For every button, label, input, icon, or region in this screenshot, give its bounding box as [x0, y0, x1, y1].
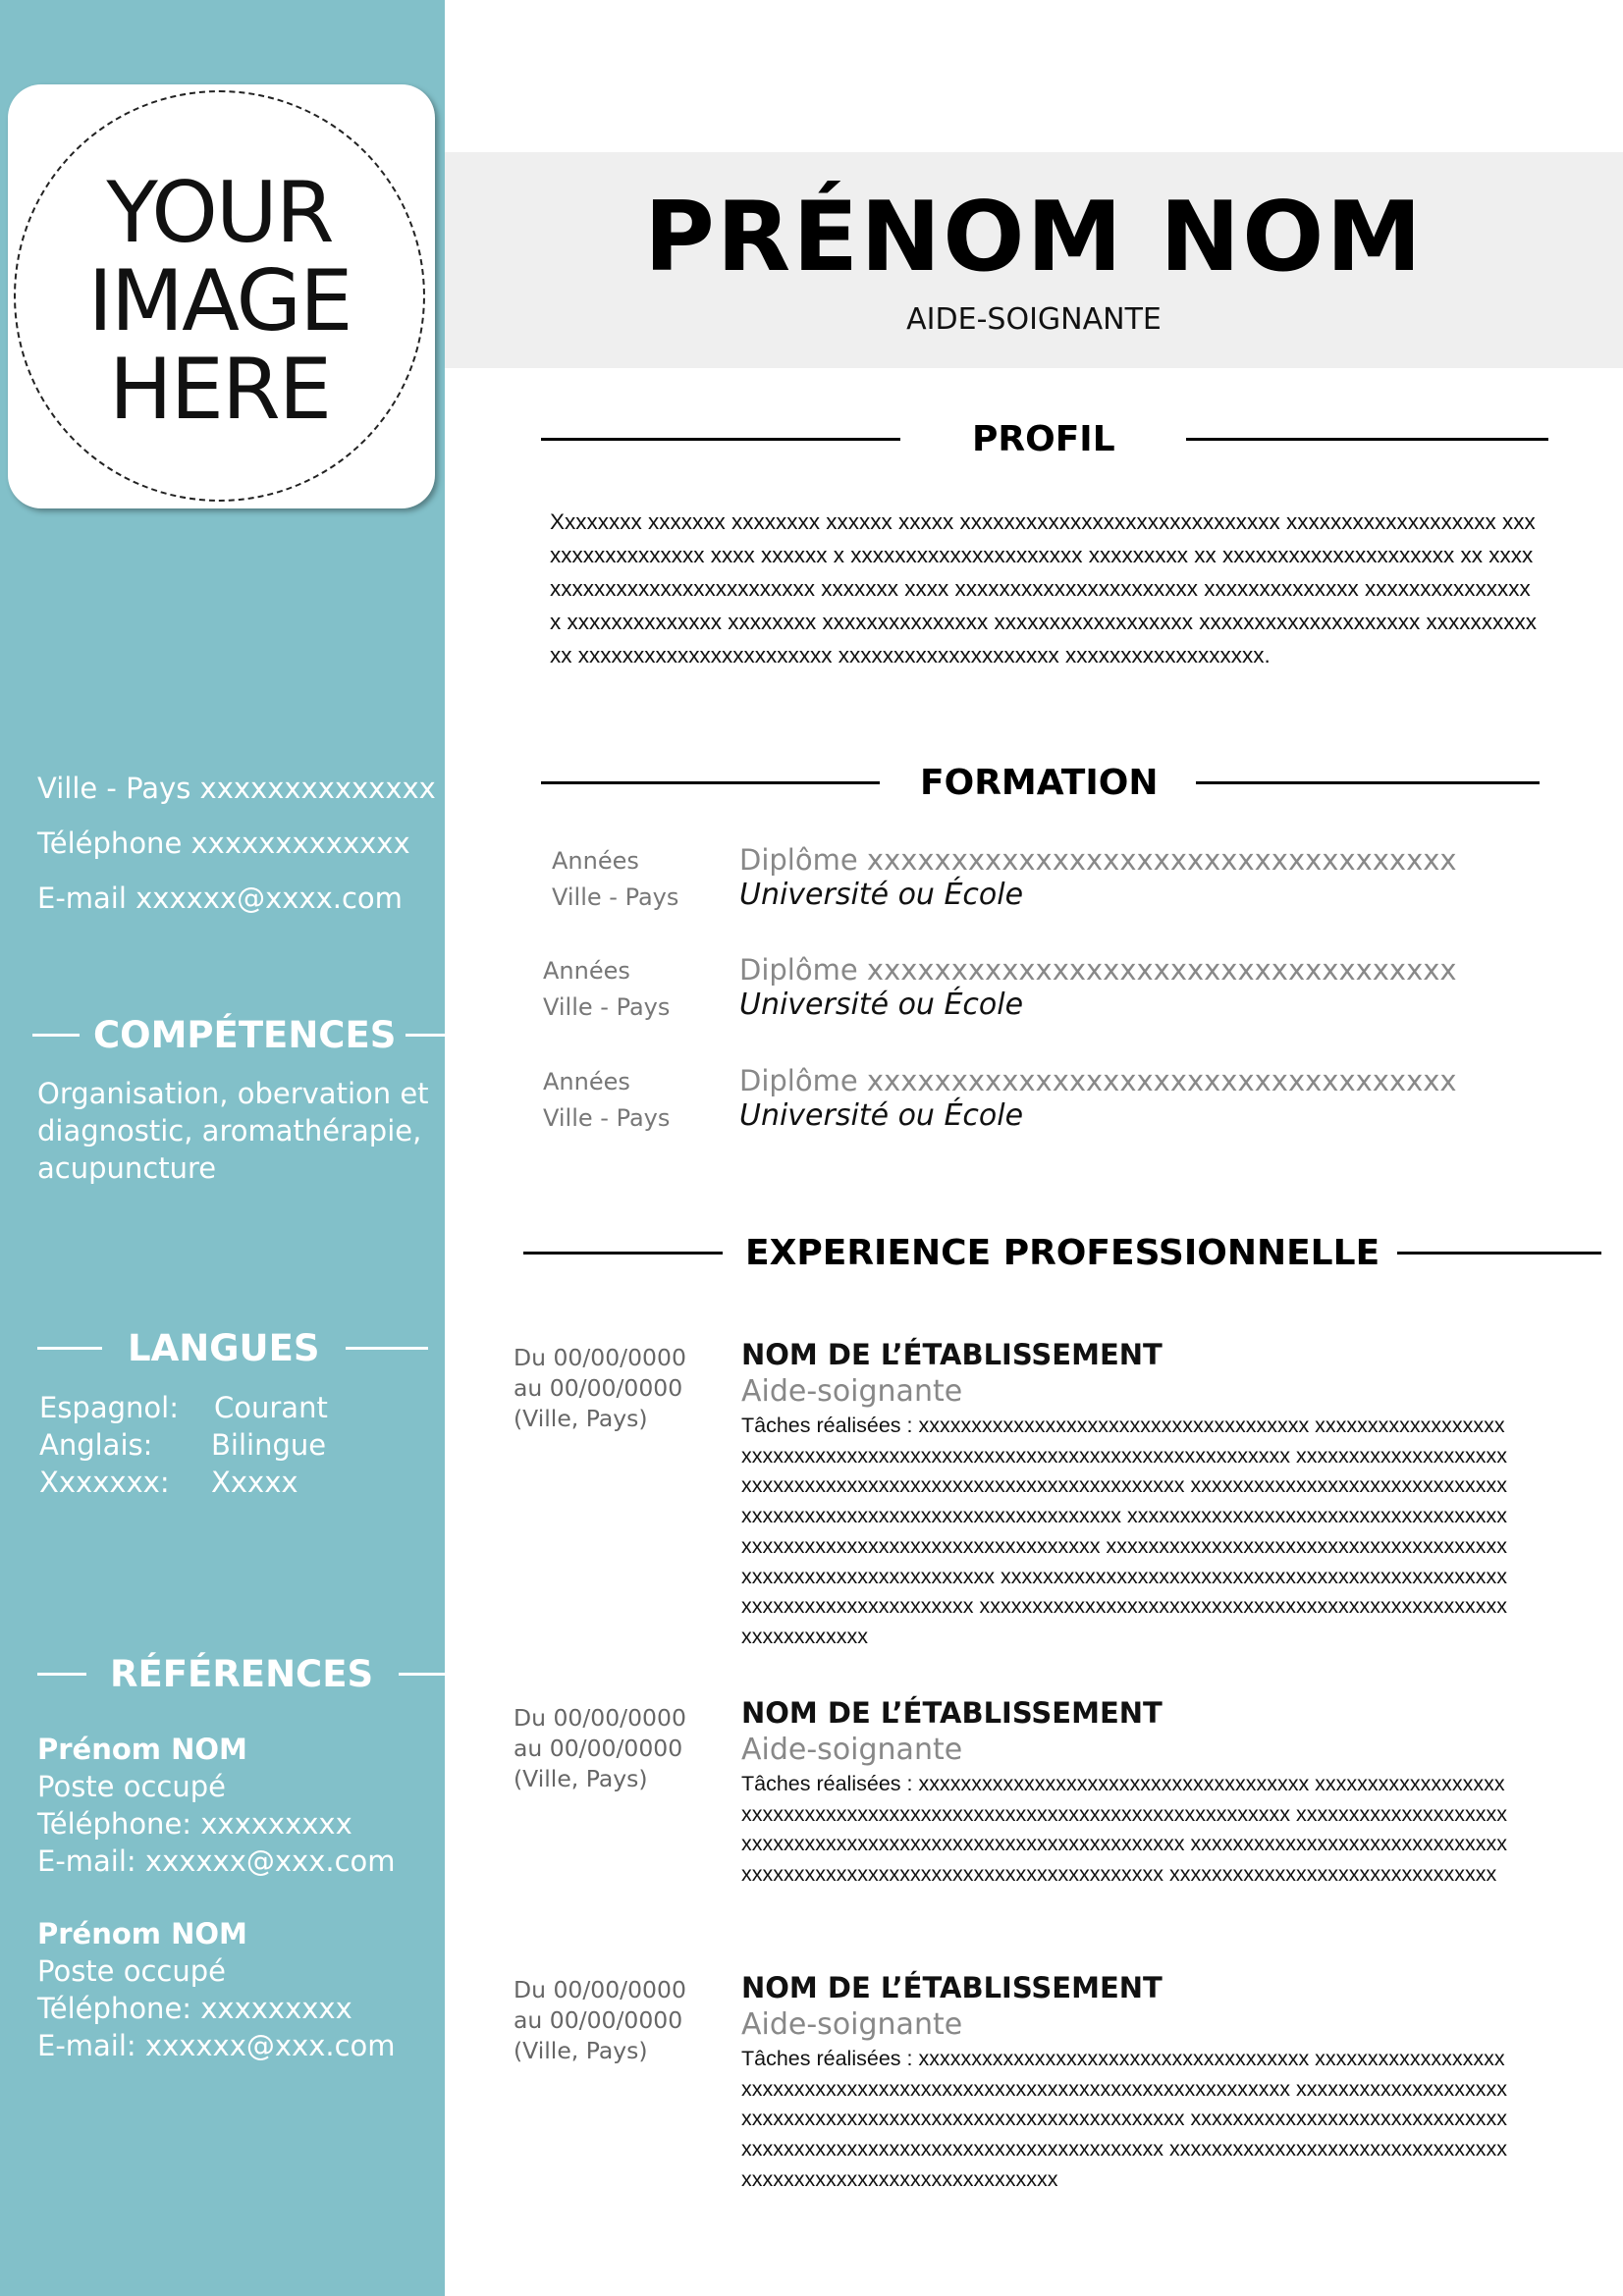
- reference-position: Poste occupé: [37, 1954, 226, 1988]
- experience-tasks: Tâches réalisées : xxxxxxxxxxxxxxxxxxxxxxxxxxxxxxxxxxxxx xxxxxxxxxxxxxxxxxxxxxxxxxxxxxxxxxxxxxxxxxxxxxxxxxxxxxxxxxxxxxxxxxxxxxx xxxxxxxxxxxxxxxxxxxxxxxxxxxxxxxxxxxxxxxxxxxxxxxxxxxxxxxxxxxxxx xxxxxxxxxxxxxxxxxxxxxxxxxxxxxxxxxxxxxxxxxxxxxxxxxxxxxxxxxxxxxxxxxx xxxxxxxxxxxxxxxxxxxxxxxxxxxxxxxxxxxxxxxxxxxxxxxxxxxxxxxxxxxxxxxxxxxxxx xxxxxxxxxxxxxxxxxxxxxxxxxxxxxxxxxxxxxxxxxxxxxxxxxxxxxxxxxxxxxx xxxxxxxxxxxxxxxxxxxxxxxxxxxxxxxxxxxxxxxxxxxxxxxxxxxxxxxxxxxxxxxxxxxxxx xxxxxxxxxxxxxxxxxxxxxxxxxxxxxxxxxxxxxxxxxxxxxxxxxxxxxxxxxxxxxx: [741, 1414, 1507, 1648]
- heading-rule: [1186, 438, 1548, 441]
- candidate-name: PRÉNOM NOM: [643, 182, 1425, 294]
- photo-placeholder-text: YOUR IMAGE HERE: [87, 164, 352, 439]
- education-school: Université ou École: [739, 878, 1024, 912]
- experience-dates: [514, 1703, 686, 1794]
- experience-company: NOM DE L’ÉTABLISSEMENT: [741, 1971, 1163, 2004]
- education-heading: [541, 763, 1540, 803]
- education-location: Ville - Pays: [552, 883, 679, 911]
- heading-rule: [541, 781, 880, 784]
- language-row: [39, 1464, 328, 1501]
- experience-date-from: Du 00/00/0000: [514, 1976, 686, 2003]
- education-years: Années: [543, 1068, 630, 1095]
- experience-date-from: Du 00/00/0000: [514, 1344, 686, 1371]
- skills-heading: [32, 1014, 453, 1056]
- heading-rule: [1397, 1252, 1601, 1255]
- education-years: Années: [552, 847, 639, 875]
- photo-circle: [14, 90, 425, 502]
- experience-role: Aide-soignante: [741, 1374, 963, 1409]
- contact-block: [37, 761, 436, 926]
- job-title: AIDE-SOIGNANTE: [906, 302, 1162, 337]
- contact-email[interactable]: E-mail xxxxxx@xxxx.com: [37, 881, 403, 915]
- languages-list: [39, 1389, 328, 1501]
- experience-heading: [523, 1233, 1601, 1273]
- skills-text: Organisation, obervation et diagnostic, aromathérapie, acupuncture: [37, 1077, 429, 1185]
- language-name: Xxxxxxx:: [39, 1466, 170, 1499]
- education-meta: [543, 953, 670, 1026]
- education-location: Ville - Pays: [543, 993, 671, 1021]
- education-location: Ville - Pays: [543, 1104, 671, 1132]
- profile-heading-text: PROFIL: [972, 419, 1115, 459]
- education-years: Années: [543, 957, 630, 985]
- heading-rule: [346, 1347, 428, 1350]
- languages-heading: [37, 1327, 428, 1369]
- reference-name: Prénom NOM: [37, 1917, 247, 1950]
- experience-role: Aide-soignante: [741, 2007, 963, 2042]
- reference-email[interactable]: E-mail: xxxxxx@xxx.com: [37, 2029, 396, 2062]
- contact-city: Ville - Pays xxxxxxxxxxxxxx: [37, 772, 436, 805]
- profile-heading: [541, 419, 1548, 459]
- experience-tasks: Tâches réalisées : xxxxxxxxxxxxxxxxxxxxxxxxxxxxxxxxxxxxx xxxxxxxxxxxxxxxxxxxxxxxxxxxxxxxxxxxxxxxxxxxxxxxxxxxxxxxxxxxxxxxxxxxxxx xxxxxxxxxxxxxxxxxxxxxxxxxxxxxxxxxxxxxxxxxxxxxxxxxxxxxxxxxxxxxx xxxxxxxxxxxxxxxxxxxxxxxxxxxxxxxxxxxxxxxxxxxxxxxxxxxxxxxxxxxxxxxxxxxxxx xxxxxxxxxxxxxxxxxxxxxxxxxxxxxxx: [741, 1772, 1507, 1887]
- education-school: Université ou École: [739, 988, 1024, 1022]
- references-heading: [37, 1653, 448, 1695]
- language-row: [39, 1426, 328, 1464]
- education-degree: Diplôme xxxxxxxxxxxxxxxxxxxxxxxxxxxxxxxxxxx: [739, 843, 1457, 877]
- photo-placeholder[interactable]: [8, 84, 435, 508]
- skills-heading-text: COMPÉTENCES: [93, 1014, 397, 1056]
- experience-date-to: au 00/00/0000: [514, 2006, 683, 2034]
- experience-place: (Ville, Pays): [514, 2037, 648, 2064]
- experience-heading-text: EXPERIENCE PROFESSIONNELLE: [745, 1233, 1380, 1273]
- language-level: Courant: [214, 1391, 328, 1424]
- experience-dates: [514, 1343, 686, 1434]
- education-meta: [552, 843, 678, 916]
- experience-company: NOM DE L’ÉTABLISSEMENT: [741, 1338, 1163, 1371]
- heading-rule: [37, 1673, 86, 1676]
- experience-place: (Ville, Pays): [514, 1405, 648, 1432]
- reference-phone: Téléphone: xxxxxxxxx: [37, 1992, 352, 2025]
- experience-dates: [514, 1975, 686, 2066]
- language-level: Xxxxx: [211, 1466, 298, 1499]
- reference-item: [37, 1915, 396, 2064]
- experience-place: (Ville, Pays): [514, 1765, 648, 1792]
- heading-rule: [32, 1034, 80, 1037]
- experience-date-to: au 00/00/0000: [514, 1735, 683, 1762]
- reference-phone: Téléphone: xxxxxxxxx: [37, 1807, 352, 1841]
- experience-date-to: au 00/00/0000: [514, 1374, 683, 1402]
- heading-rule: [399, 1673, 448, 1676]
- profile-text: Xxxxxxxx xxxxxxx xxxxxxxx xxxxxx xxxxx xxxxxxxxxxxxxxxxxxxxxxxxxxxxx xxxxxxxxxxxxxxxxxxx xxxxxxxxxxxxxxxxx xxxx xxxxxx x xxxxxxxxxxxxxxxxxxxxx xxxxxxxxx xx xxxxxxxxxxxxxxxxxxxxx xx xxxxxxxxxxxxxxxxxxxxxxxxxxxx xxxxxxx xxxx xxxxxxxxxxxxxxxxxxxxxx xxxxxxxxxxxxxx xxxxxxxxxxxxxxxx xxxxxxxxxxxxxx xxxxxxxx xxxxxxxxxxxxxxx xxxxxxxxxxxxxxxxxx xxxxxxxxxxxxxxxxxxxx xxxxxxxxxxxx xxxxxxxxxxxxxxxxxxxxxxx xxxxxxxxxxxxxxxxxxxx xxxxxxxxxxxxxxxxxx.: [550, 509, 1538, 667]
- contact-phone: Téléphone xxxxxxxxxxxxx: [37, 827, 410, 860]
- reference-email[interactable]: E-mail: xxxxxx@xxx.com: [37, 1844, 396, 1878]
- heading-rule: [523, 1252, 723, 1255]
- education-heading-text: FORMATION: [920, 763, 1159, 803]
- languages-heading-text: LANGUES: [128, 1327, 320, 1369]
- heading-rule: [541, 438, 900, 441]
- reference-item: [37, 1731, 396, 1880]
- education-meta: [543, 1064, 670, 1137]
- language-name: Espagnol:: [39, 1391, 179, 1424]
- language-level: Bilingue: [211, 1428, 327, 1462]
- experience-role: Aide-soignante: [741, 1733, 963, 1767]
- heading-rule: [1196, 781, 1540, 784]
- education-degree: Diplôme xxxxxxxxxxxxxxxxxxxxxxxxxxxxxxxxxxx: [739, 1064, 1457, 1097]
- heading-rule: [37, 1347, 102, 1350]
- references-heading-text: RÉFÉRENCES: [110, 1653, 374, 1695]
- reference-name: Prénom NOM: [37, 1733, 247, 1766]
- education-degree: Diplôme xxxxxxxxxxxxxxxxxxxxxxxxxxxxxxxxxxx: [739, 953, 1457, 987]
- experience-tasks: Tâches réalisées : xxxxxxxxxxxxxxxxxxxxxxxxxxxxxxxxxxxxx xxxxxxxxxxxxxxxxxxxxxxxxxxxxxxxxxxxxxxxxxxxxxxxxxxxxxxxxxxxxxxxxxxxxxx xxxxxxxxxxxxxxxxxxxxxxxxxxxxxxxxxxxxxxxxxxxxxxxxxxxxxxxxxxxxxx xxxxxxxxxxxxxxxxxxxxxxxxxxxxxxxxxxxxxxxxxxxxxxxxxxxxxxxxxxxxxxxxxxxxxx xxxxxxxxxxxxxxxxxxxxxxxxxxxxxxxxxxxxxxxxxxxxxxxxxxxxxxxxxxxxxx: [741, 2047, 1507, 2191]
- experience-company: NOM DE L’ÉTABLISSEMENT: [741, 1696, 1163, 1730]
- language-name: Anglais:: [39, 1428, 153, 1462]
- reference-position: Poste occupé: [37, 1770, 226, 1803]
- education-school: Université ou École: [739, 1098, 1024, 1133]
- heading-rule: [406, 1034, 453, 1037]
- language-row: [39, 1389, 328, 1426]
- experience-date-from: Du 00/00/0000: [514, 1704, 686, 1732]
